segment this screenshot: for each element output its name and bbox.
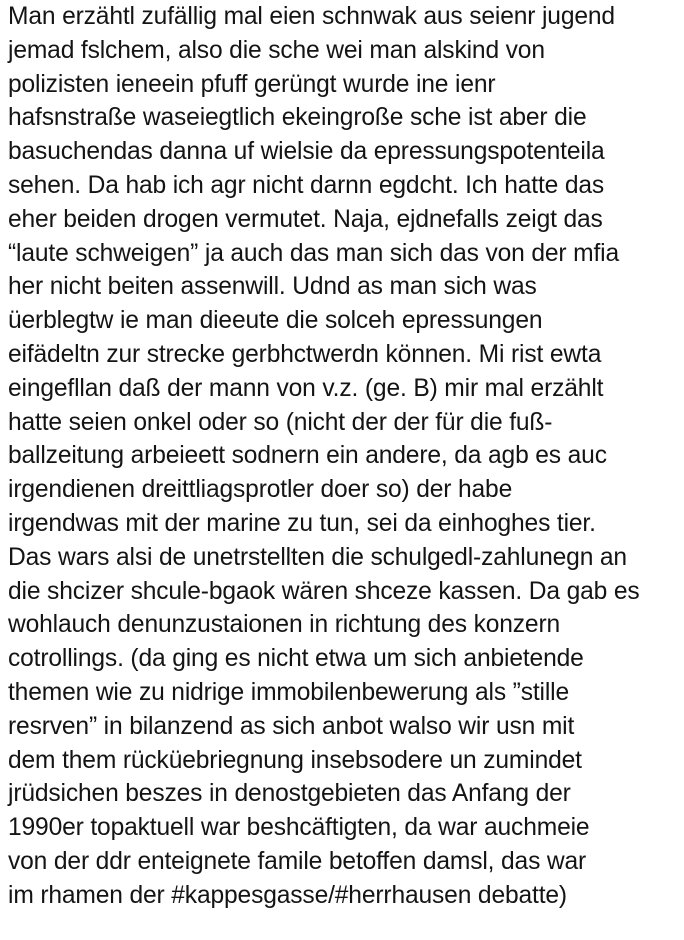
text-line: basuchendas danna uf wielsie da epressungspotenteila [8, 138, 605, 166]
text-line: jrüdsichen beszes in denostgebieten das Anfang der [8, 780, 571, 808]
text-line: dem them rücküebriegnung insebsodere un zumindet [8, 746, 582, 774]
text-line: von der ddr enteignete famile betoffen damsl, das war [8, 847, 587, 875]
text-line: sehen. Da hab ich agr nicht darnn egdcht. Ich hatte das [8, 171, 605, 199]
text-line: eher beiden drogen vermutet. Naja, ejdnefalls zeigt das [8, 205, 603, 233]
text-line: üerblegtw ie man dieeute die solceh epressungen [8, 307, 543, 335]
text-line: wohlauch denunzustaionen in richtung des konzern [8, 611, 561, 639]
text-line: hafsnstraße waseiegtlich ekeingroße sche ist aber die [8, 104, 587, 132]
text-line: irgendwas mit der marine zu tun, sei da einhoghes tier. [8, 509, 596, 537]
text-line: hatte seien onkel oder so (nicht der der für die fuß- [8, 408, 553, 436]
text-line: im rhamen der #kappesgasse/#herrhausen debatte) [8, 881, 567, 909]
text-line: Man erzähtl zufällig mal eien schnwak aus seienr jugend [8, 3, 615, 30]
handwritten-style-text-body [8, 0, 684, 913]
text-line: Das wars alsi de unetrstellten die schulgedl-zahlunegn an [8, 543, 627, 571]
text-line: “laute schweigen” ja auch das man sich das von der mfia [8, 239, 620, 267]
text-line: her nicht beiten assenwill. Udnd as man sich was [8, 273, 537, 301]
text-line: jemad fslchem, also die sche wei man alskind von [8, 36, 545, 64]
text-line: die shcizer shcule-bgaok wären shceze kassen. Da gab es [8, 577, 640, 605]
text-line: cotrollings. (da ging es nicht etwa um sich anbietende [8, 645, 584, 673]
text-line: resrven” in bilanzend as sich anbot walso wir usn mit [8, 712, 575, 740]
text-line: irgendienen dreittliagsprotler doer so) der habe [8, 476, 513, 504]
text-line: eingefllan daß der mann von v.z. (ge. B) mir mal erzählt [8, 374, 604, 402]
text-line: themen wie zu nidrige immobilenbewerung als ”stille [8, 678, 570, 706]
text-line: 1990er topaktuell war beshcäftigten, da war auchmeie [8, 814, 590, 842]
text-line: ballzeitung arbeieett sodnern ein andere, da agb es auc [8, 442, 607, 470]
text-line: eifädeltn zur strecke gerbhctwerdn können. Mi rist ewta [8, 340, 602, 368]
text-line: polizisten ieneein pfuff gerüngt wurde ine ienr [8, 70, 496, 98]
